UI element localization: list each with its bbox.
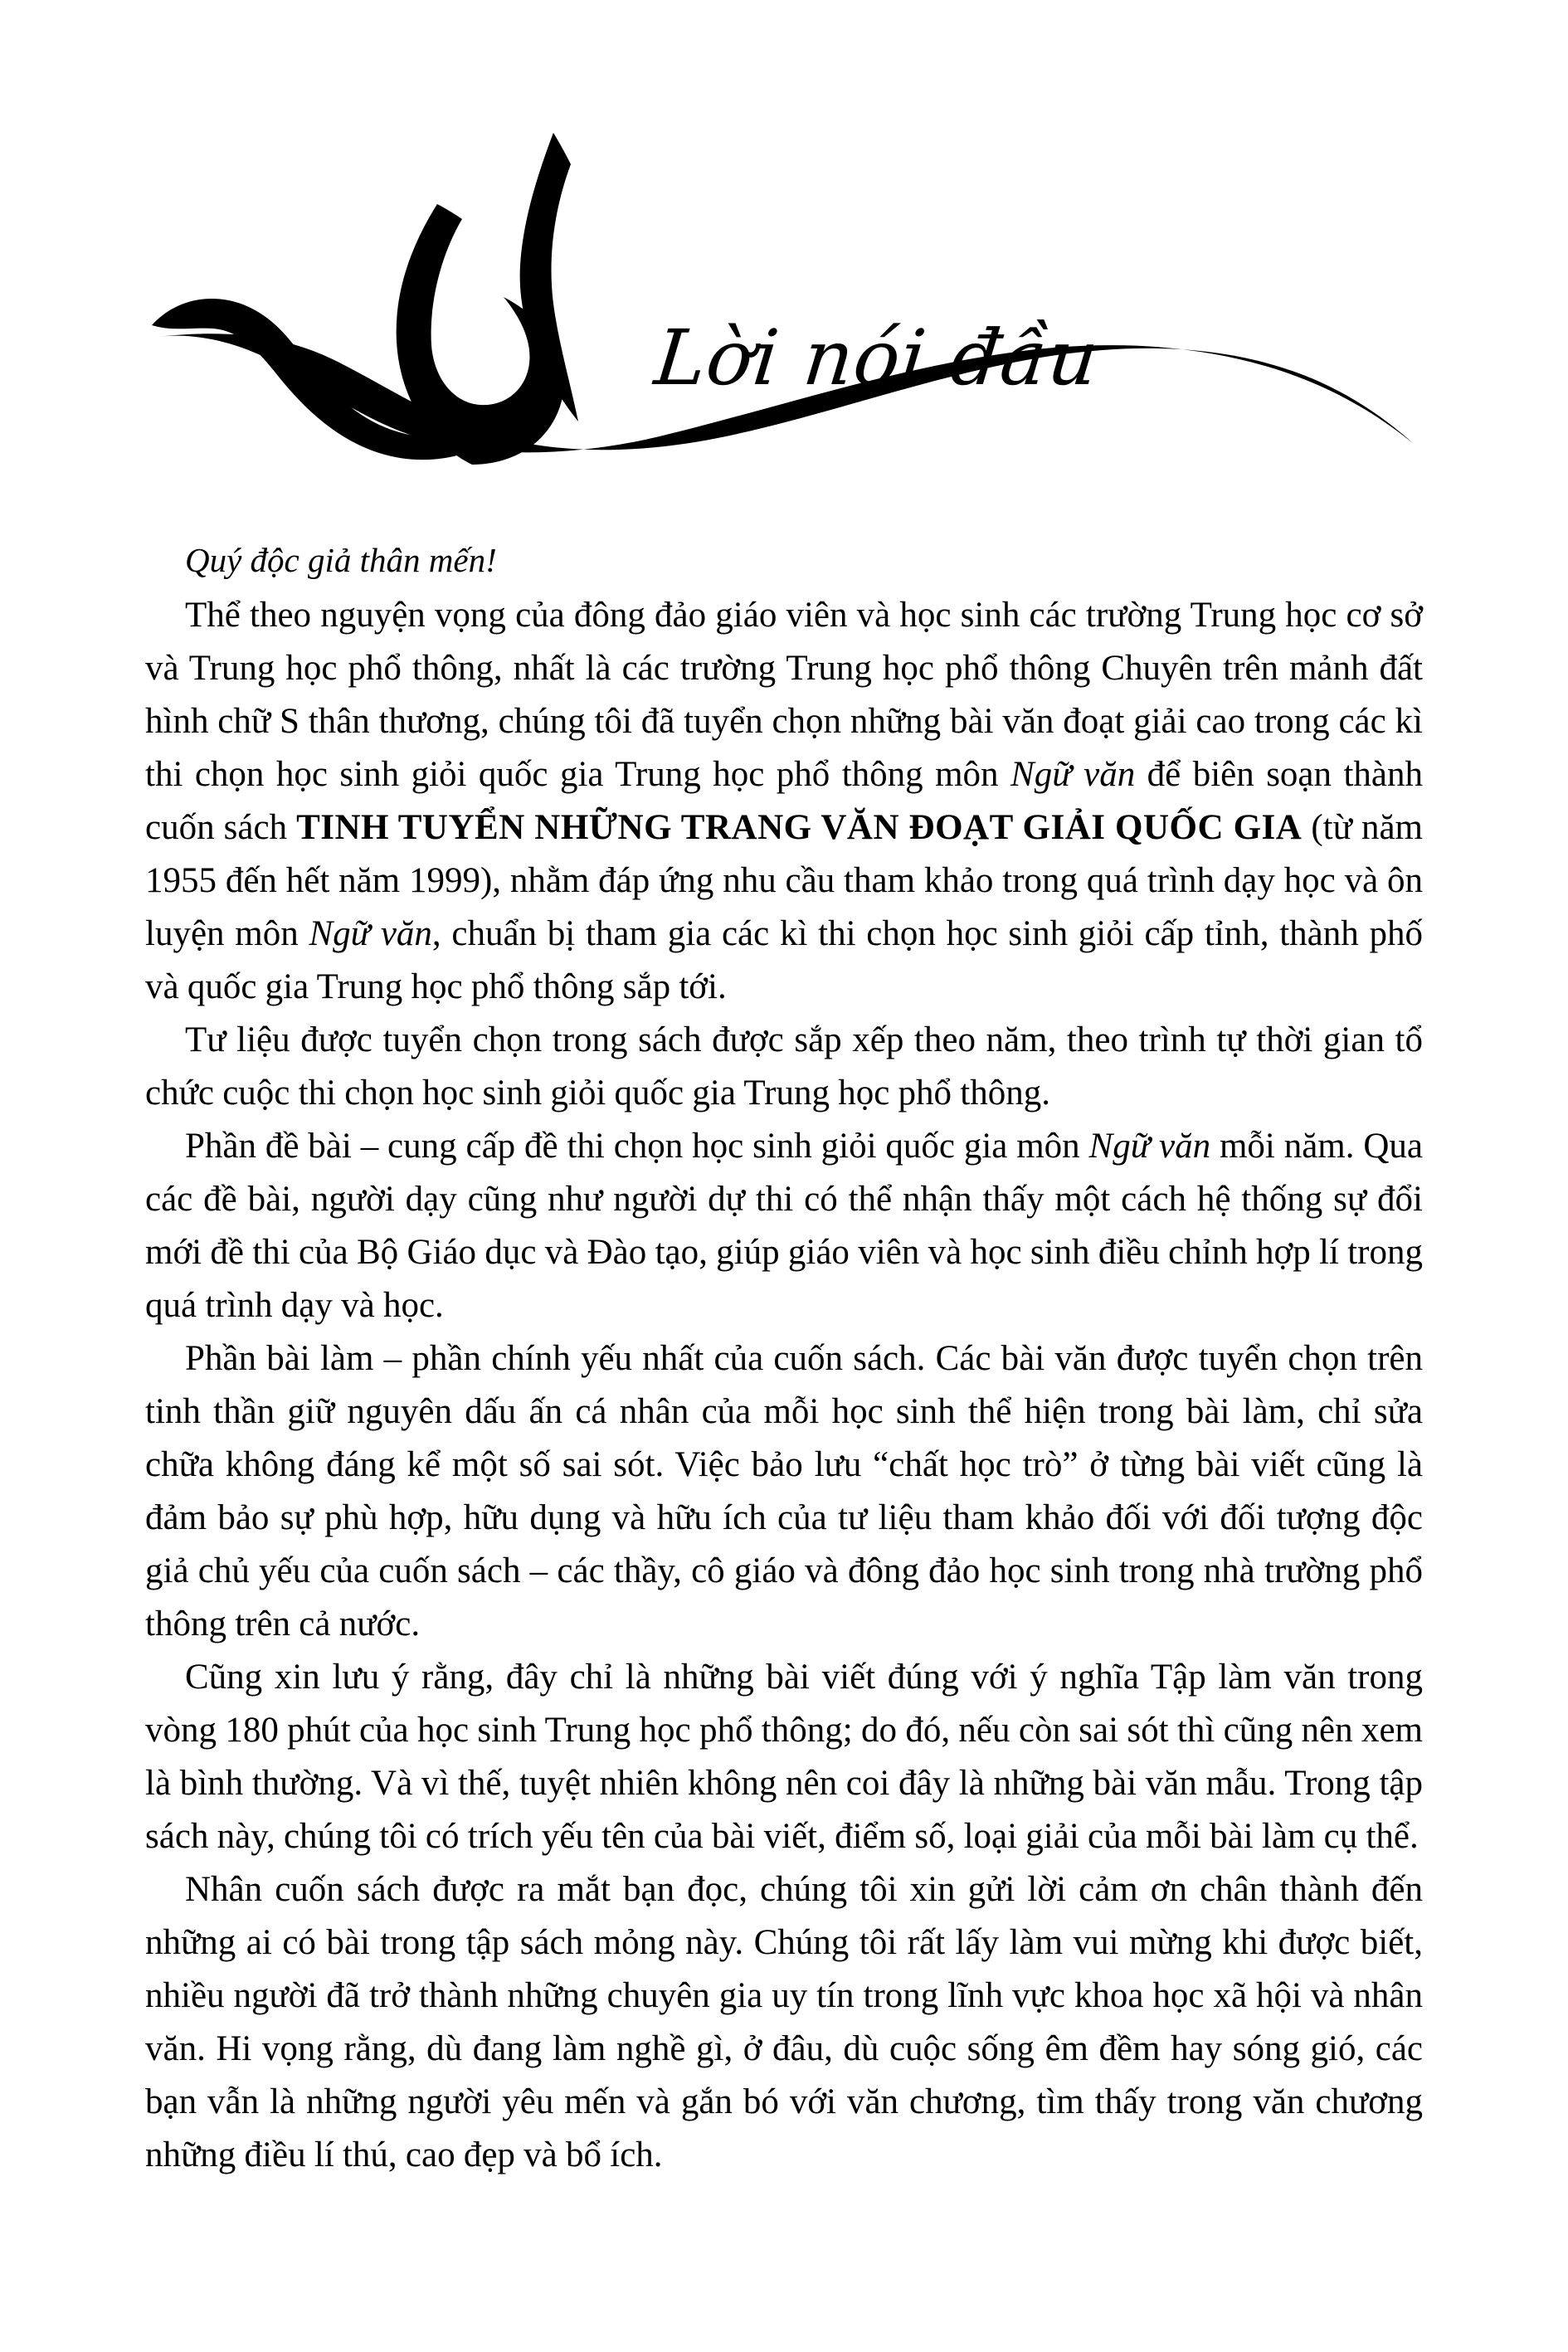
page-header [0, 0, 1568, 465]
body-text: (từ năm 1955 đến hết năm 1999), nhằm đáp ứng nhu cầu tham khảo trong quá trình dạy học và ôn luyện môn [145, 808, 1424, 953]
body-text: Cũng xin lưu ý rằng, đây chỉ là những bài viết đúng với ý nghĩa Tập làm văn trong vòng 180 phút của học sinh Trung học phổ thông; do đó, nếu còn sai sót thì cũng nên xem là bình thường. Và vì thế, tuyệt nhiên không nên coi đây là những bài văn mẫu. Trong tập sách này, chúng tôi có trích yếu tên của bài viết, điểm số, loại giải của mỗi bài làm cụ thể. [145, 1658, 1423, 1856]
body-text: để biên soạn thành cuốn sách [145, 755, 1423, 847]
paragraph-p1 [145, 589, 1423, 1014]
paragraph-p4 [145, 1332, 1423, 1651]
paragraph-p2 [145, 1014, 1423, 1120]
flame-swash-ornament [145, 133, 1415, 465]
emphasis-text: Ngữ văn [1010, 755, 1136, 794]
body-text: , chuẩn bị tham gia các kì thi chọn học sinh giỏi cấp tỉnh, thành phố và quốc gia Trung học phổ thông sắp tới. [145, 914, 1423, 1006]
emphasis-text: Ngữ văn [309, 914, 432, 953]
body-text: mỗi năm. Qua các đề bài, người dạy cũng như người dự thi có thể nhận thấy một cách hệ thống sự đổi mới đề thi của Bộ Giáo dục và Đào tạo, giúp giáo viên và học sinh điều chỉnh hợp lí trong quá trình dạy và học. [145, 1127, 1423, 1325]
paragraph-p3 [145, 1120, 1423, 1332]
page-title: Lời nói đầu [650, 314, 1103, 402]
body-text-column [145, 543, 1423, 2182]
emphasis-text: Ngữ văn [1088, 1127, 1211, 1166]
paragraph-p5 [145, 1651, 1423, 1863]
paragraph-list [145, 589, 1423, 2182]
body-text: Phần bài làm – phần chính yếu nhất của cuốn sách. Các bài văn được tuyển chọn trên tinh thần giữ nguyên dấu ấn cá nhân của mỗi học sinh thể hiện trong bài làm, chỉ sửa chữa không đáng kể một số sai sót. Việc bảo lưu “chất học trò” ở từng bài viết cũng là đảm bảo sự phù hợp, hữu dụng và hữu ích của tư liệu tham khảo đối với đối tượng độc giả chủ yếu của cuốn sách – các thầy, cô giáo và đông đảo học sinh trong nhà trường phổ thông trên cả nước. [145, 1339, 1423, 1643]
body-text: Nhân cuốn sách được ra mắt bạn đọc, chúng tôi xin gửi lời cảm ơn chân thành đến những ai có bài trong tập sách mỏng này. Chúng tôi rất lấy làm vui mừng khi được biết, nhiều người đã trở thành những chuyên gia uy tín trong lĩnh vực khoa học xã hội và nhân văn. Hi vọng rằng, dù đang làm nghề gì, ở đâu, dù cuộc sống êm đềm hay sóng gió, các bạn vẫn là những người yêu mến và gắn bó với văn chương, tìm thấy trong văn chương những điều lí thú, cao đẹp và bổ ích. [145, 1870, 1423, 2174]
body-text: Tư liệu được tuyển chọn trong sách được sắp xếp theo năm, theo trình tự thời gian tổ chức cuộc thi chọn học sinh giỏi quốc gia Trung học phổ thông. [145, 1020, 1423, 1113]
greeting-line: Quý độc giả thân mến! [185, 541, 497, 579]
body-text: Phần đề bài – cung cấp đề thi chọn học sinh giỏi quốc gia môn [185, 1127, 1089, 1166]
paragraph-p6 [145, 1863, 1423, 2182]
book-title-text: TINH TUYỂN NHỮNG TRANG VĂN ĐOẠT GIẢI QUỐC GIA [296, 808, 1303, 847]
body-text: Thể theo nguyện vọng của đông đảo giáo viên và học sinh các trường Trung học cơ sở và Trung học phổ thông, nhất là các trường Trung học phổ thông Chuyên trên mảnh đất hình chữ S thân thương, chúng tôi đã tuyển chọn những bài văn đoạt giải cao trong các kì thi chọn học sinh giỏi quốc gia Trung học phổ thông môn [145, 596, 1423, 794]
